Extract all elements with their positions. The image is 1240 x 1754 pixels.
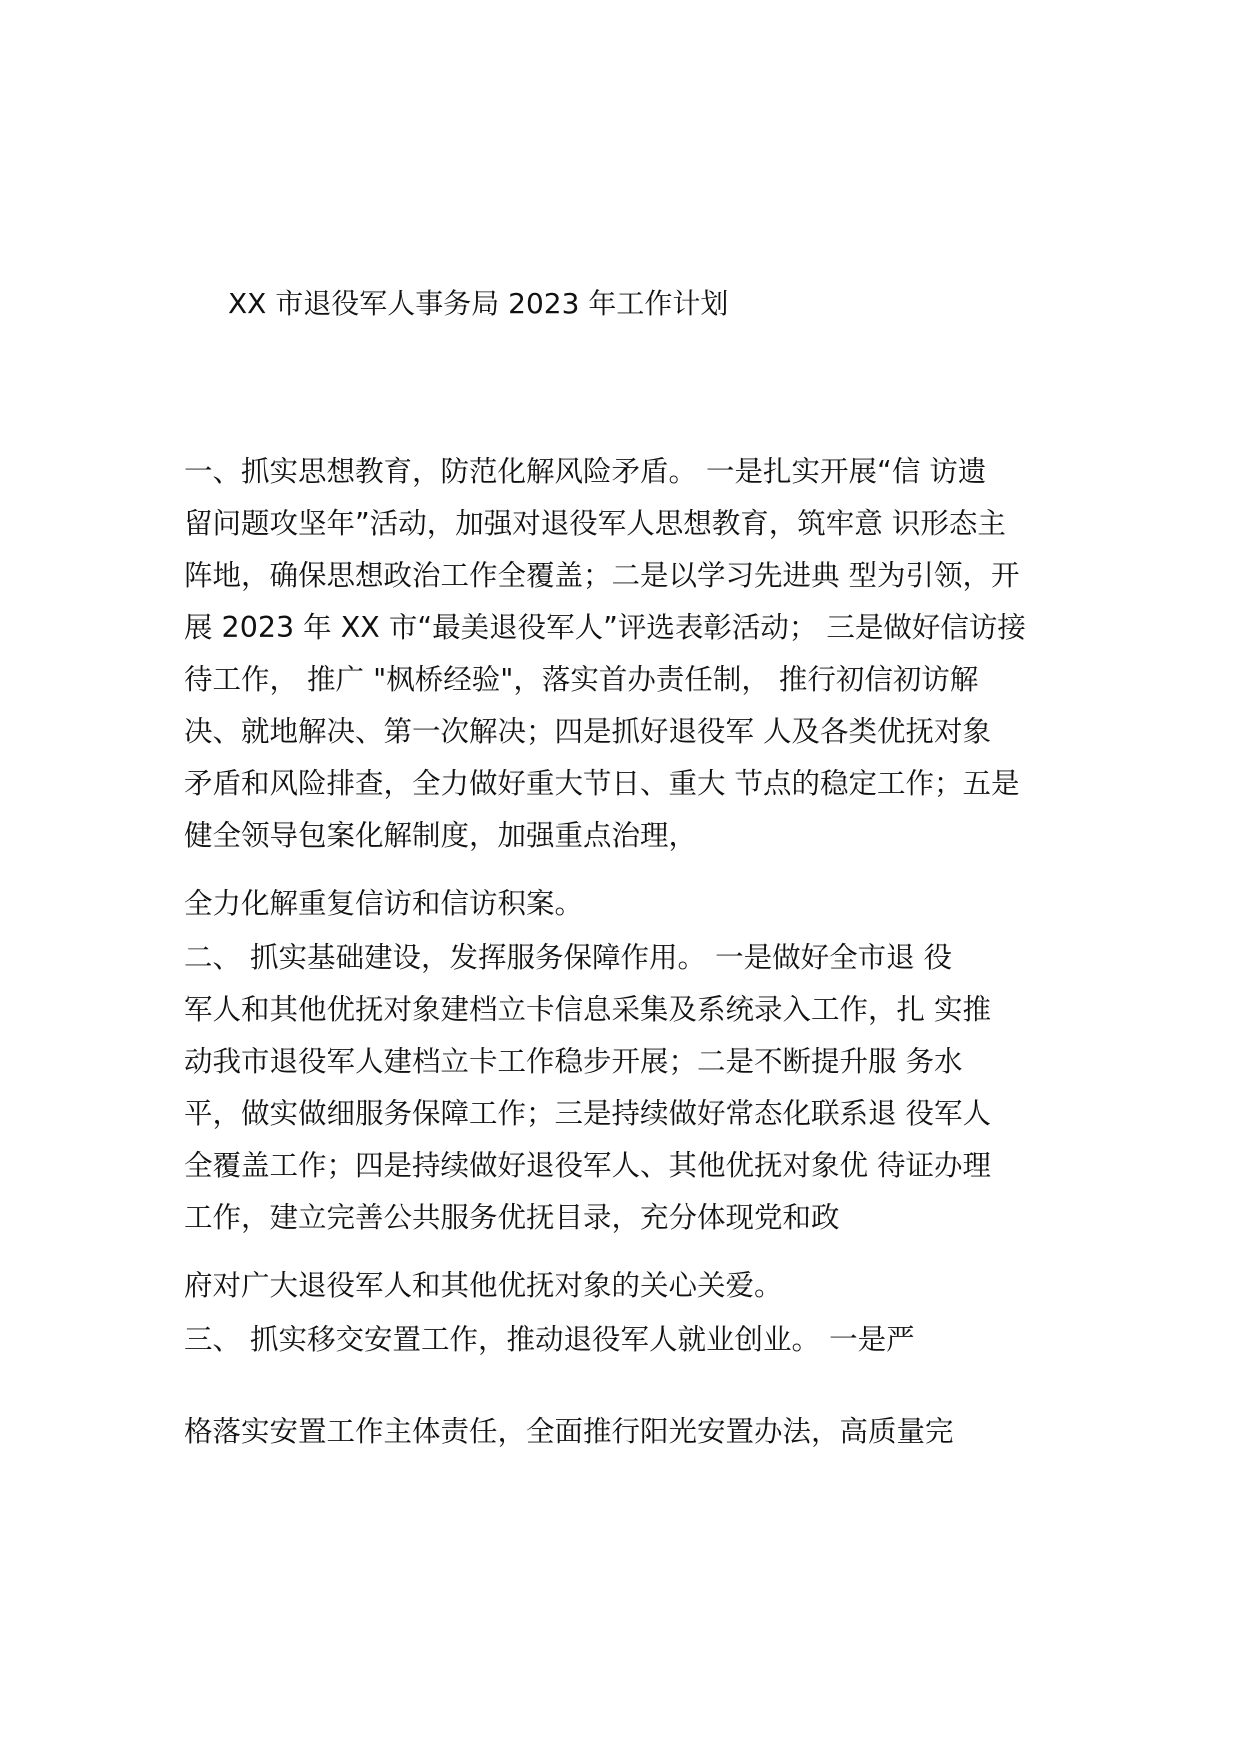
body-line-11: 军人和其他优抚对象建档立卡信息采集及系统录入工作，扎 实推 — [184, 993, 992, 1026]
body-line-1: 一、抓实思想教育，防范化解风险矛盾。 一是扎实开展“信 访遗 — [184, 455, 987, 488]
body-line-13: 平，做实做细服务保障工作；三是持续做好常态化联系退 役军人 — [184, 1097, 992, 1130]
body-line-3: 阵地，确保思想政治工作全覆盖；二是以学习先进典 型为引领，开 — [184, 559, 1020, 592]
body-line-6: 决、就地解决、第一次解决；四是抓好退役军 人及各类优抚对象 — [184, 715, 992, 748]
body-line-15: 工作，建立完善公共服务优抚目录，充分体现党和政 — [184, 1201, 840, 1234]
body-line-8: 健全领导包案化解制度，加强重点治理， — [184, 819, 698, 852]
body-line-4: 展 2023 年 XX 市“最美退役军人”评选表彰活动； 三是做好信访接 — [184, 611, 1026, 644]
document-title: XX 市退役军人事务局 2023 年工作计划 — [228, 287, 729, 320]
body-line-17: 三、 抓实移交安置工作，推动退役军人就业创业。 一是严 — [184, 1323, 915, 1356]
body-line-10: 二、 抓实基础建设，发挥服务保障作用。 一是做好全市退 役 — [184, 941, 953, 974]
body-line-2: 留问题攻坚年”活动，加强对退役军人思想教育，筑牢意 识形态主 — [184, 507, 1006, 540]
body-line-5: 待工作， 推广 "枫桥经验"，落实首办责任制， 推行初信初访解 — [184, 663, 979, 696]
body-line-9: 全力化解重复信访和信访积案。 — [184, 887, 584, 920]
body-line-14: 全覆盖工作；四是持续做好退役军人、其他优抚对象优 待证办理 — [184, 1149, 992, 1182]
body-line-18: 格落实安置工作主体责任，全面推行阳光安置办法，高质量完 — [184, 1415, 954, 1448]
body-line-16: 府对广大退役军人和其他优抚对象的关心关爱。 — [184, 1269, 783, 1302]
body-line-12: 动我市退役军人建档立卡工作稳步开展；二是不断提升服 务水 — [184, 1045, 963, 1078]
body-line-7: 矛盾和风险排查，全力做好重大节日、重大 节点的稳定工作；五是 — [184, 767, 1020, 800]
